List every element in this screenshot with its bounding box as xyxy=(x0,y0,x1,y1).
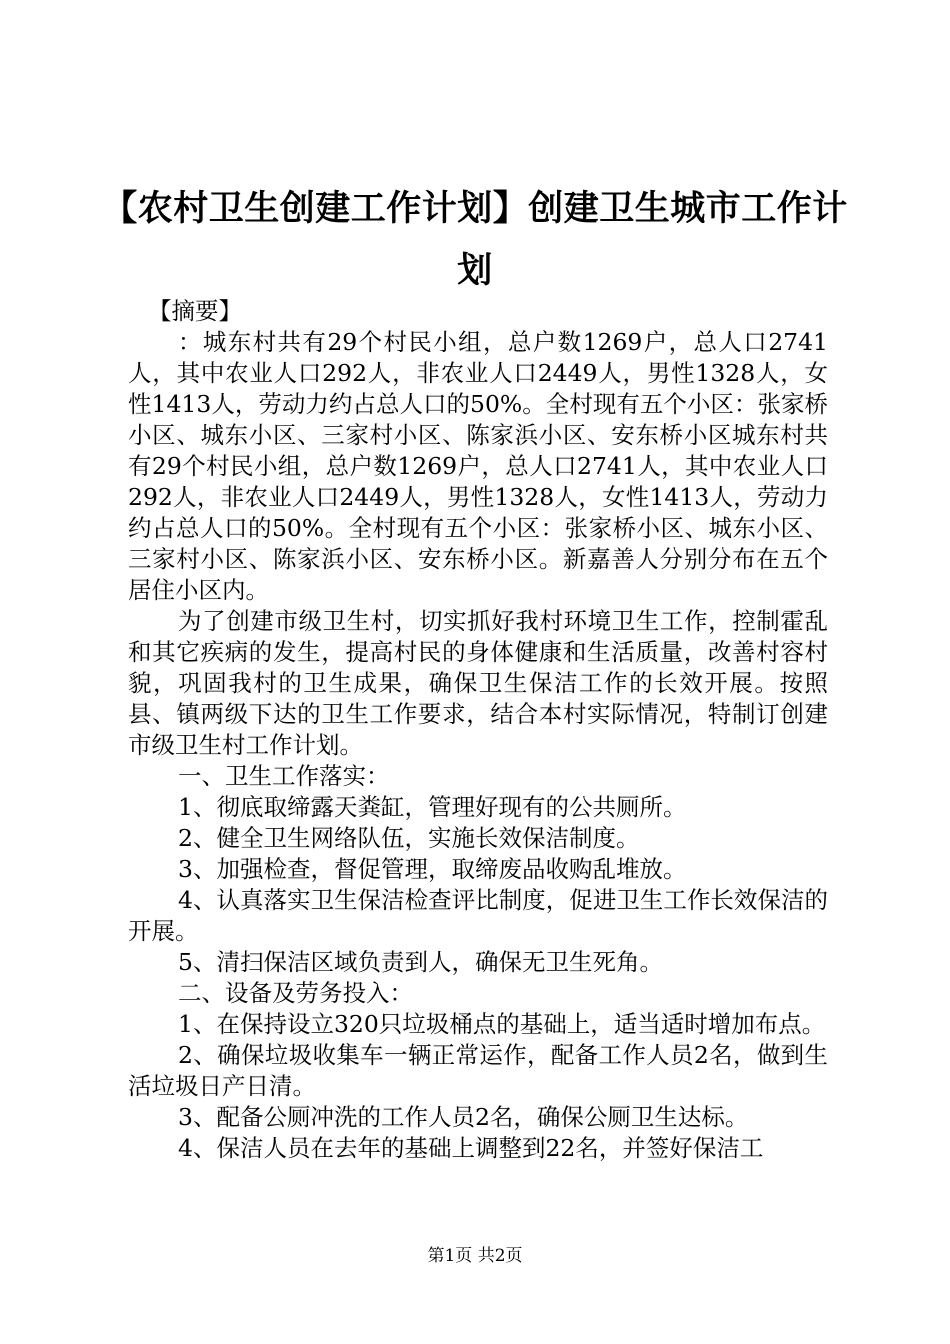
list-item: 4、认真落实卫生保洁检查评比制度，促进卫生工作长效保洁的开展。 xyxy=(128,886,828,945)
document-title: 【农村卫生创建工作计划】创建卫生城市工作计划 xyxy=(102,188,848,291)
list-item: 3、加强检查，督促管理，取缔废品收购乱堆放。 xyxy=(178,855,687,883)
section-heading-1: 一、卫生工作落实： xyxy=(178,762,390,790)
list-item: 2、健全卫生网络队伍，实施长效保洁制度。 xyxy=(178,824,640,852)
paragraph-1: ：城东村共有29个村民小组，总户数1269户，总人口2741人，其中农业人口292人，非农业人口2449人，男性1328人，女性1413人，劳动力约占总人口的50%。全村现有五个小区：张家桥小区、城东小区、三家村小区、陈家浜小区、安东桥小区城东村共有29个村民小组，总户数1269户，总人口2741人，其中农业人口292人，非农业人口2449人，男性1328人，女性1413人，劳动力约占总人口的50%。全村现有五个小区：张家桥小区、城东小区、三家村小区、陈家浜小区、安东桥小区。新嘉善人分别分布在五个居住小区内。 xyxy=(128,328,828,604)
list-item: 1、在保持设立320只垃圾桶点的基础上，适当适时增加布点。 xyxy=(178,1010,826,1038)
abstract-label: 【摘要】 xyxy=(148,297,242,325)
list-item: 2、确保垃圾收集车一辆正常运作，配备工作人员2名，做到生活垃圾日产日清。 xyxy=(128,1041,828,1100)
list-item: 1、彻底取缔露天粪缸，管理好现有的公共厕所。 xyxy=(178,793,687,821)
section-heading-2: 二、设备及劳务投入： xyxy=(178,979,413,1007)
list-item: 4、保洁人员在去年的基础上调整到22名，并签好保洁工 xyxy=(178,1134,764,1162)
list-item: 5、清扫保洁区域负责到人，确保无卫生死角。 xyxy=(178,948,663,976)
paragraph-2: 为了创建市级卫生村，切实抓好我村环境卫生工作，控制霍乱和其它疾病的发生，提高村民的身体健康和生活质量，改善村容村貌，巩固我村的卫生成果，确保卫生保洁工作的长效开展。按照县、镇两级下达的卫生工作要求，结合本村实际情况，特制订创建市级卫生村工作计划。 xyxy=(128,607,828,759)
page-footer: 第1页 共2页 xyxy=(427,1246,523,1266)
list-item: 3、配备公厕冲洗的工作人员2名，确保公厕卫生达标。 xyxy=(178,1103,749,1131)
document-body xyxy=(128,296,828,1164)
